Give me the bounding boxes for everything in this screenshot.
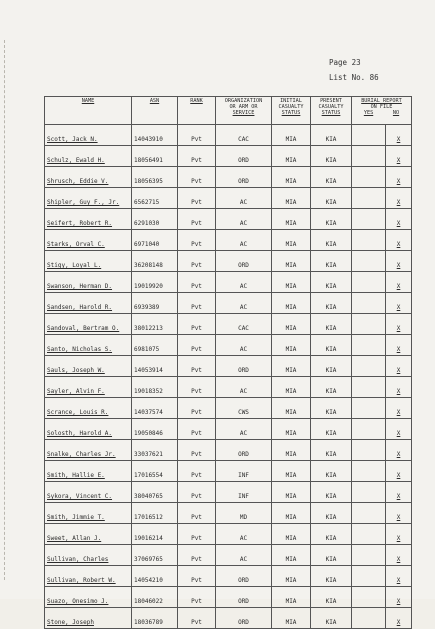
table-row — [45, 461, 412, 482]
table-row — [45, 398, 412, 419]
cell-burial-no: X — [386, 230, 412, 251]
col-header-no: NO — [392, 110, 400, 116]
cell-name: Stigy, Loyal L. — [45, 251, 132, 272]
cell-present-status: KIA — [311, 377, 352, 398]
cell-burial-no: X — [386, 188, 412, 209]
cell-organization: AC — [216, 230, 272, 251]
cell-organization: ORD — [216, 167, 272, 188]
cell-asn: 17016512 — [132, 503, 178, 524]
cell-present-status: KIA — [311, 461, 352, 482]
col-header-organization: ORGANIZATION OR ARM OR SERVICE — [216, 97, 272, 125]
cell-burial-no: X — [386, 461, 412, 482]
cell-asn: 19050846 — [132, 419, 178, 440]
table-row — [45, 587, 412, 608]
cell-burial-yes — [352, 167, 386, 188]
cell-rank: Pvt — [178, 545, 216, 566]
cell-name: Starks, Orval C. — [45, 230, 132, 251]
cell-burial-no: X — [386, 167, 412, 188]
cell-organization: ORD — [216, 566, 272, 587]
cell-organization: CAC — [216, 125, 272, 146]
cell-initial-status: MIA — [272, 335, 311, 356]
cell-name: Suazo, Onesimo J. — [45, 587, 132, 608]
cell-initial-status: MIA — [272, 272, 311, 293]
cell-asn: 37069765 — [132, 545, 178, 566]
cell-initial-status: MIA — [272, 230, 311, 251]
cell-organization: ORD — [216, 587, 272, 608]
col-header-asn: ASN — [132, 97, 178, 125]
cell-name: Solosth, Harold A. — [45, 419, 132, 440]
cell-rank: Pvt — [178, 125, 216, 146]
cell-name: Sullivan, Charles — [45, 545, 132, 566]
cell-rank: Pvt — [178, 419, 216, 440]
cell-initial-status: MIA — [272, 377, 311, 398]
cell-present-status: KIA — [311, 251, 352, 272]
table-row — [45, 356, 412, 377]
cell-rank: Pvt — [178, 482, 216, 503]
cell-organization: MD — [216, 503, 272, 524]
cell-present-status: KIA — [311, 209, 352, 230]
cell-asn: 38040765 — [132, 482, 178, 503]
cell-present-status: KIA — [311, 356, 352, 377]
col-header-name: NAME — [45, 97, 132, 125]
cell-burial-yes — [352, 209, 386, 230]
cell-initial-status: MIA — [272, 188, 311, 209]
cell-initial-status: MIA — [272, 587, 311, 608]
cell-present-status: KIA — [311, 335, 352, 356]
cell-name: Sykora, Vincent C. — [45, 482, 132, 503]
cell-initial-status: MIA — [272, 167, 311, 188]
cell-name: Sweet, Allan J. — [45, 524, 132, 545]
cell-asn: 14054210 — [132, 566, 178, 587]
cell-asn: 6981075 — [132, 335, 178, 356]
cell-asn: 6971040 — [132, 230, 178, 251]
cell-burial-yes — [352, 503, 386, 524]
cell-initial-status: MIA — [272, 461, 311, 482]
cell-rank: Pvt — [178, 335, 216, 356]
cell-rank: Pvt — [178, 356, 216, 377]
cell-name: Santo, Nicholas S. — [45, 335, 132, 356]
cell-name: Sandoval, Bertram O. — [45, 314, 132, 335]
table-row — [45, 608, 412, 629]
cell-present-status: KIA — [311, 293, 352, 314]
cell-present-status: KIA — [311, 314, 352, 335]
col-header-rank: RANK — [178, 97, 216, 125]
cell-organization: AC — [216, 545, 272, 566]
table-row — [45, 293, 412, 314]
cell-rank: Pvt — [178, 209, 216, 230]
cell-asn: 6939389 — [132, 293, 178, 314]
cell-asn: 33037621 — [132, 440, 178, 461]
cell-present-status: KIA — [311, 188, 352, 209]
cell-burial-no: X — [386, 314, 412, 335]
cell-initial-status: MIA — [272, 146, 311, 167]
cell-organization: AC — [216, 335, 272, 356]
table-row — [45, 545, 412, 566]
binder-holes — [4, 40, 7, 580]
cell-initial-status: MIA — [272, 293, 311, 314]
cell-organization: ORD — [216, 146, 272, 167]
cell-burial-yes — [352, 398, 386, 419]
cell-organization: AC — [216, 188, 272, 209]
cell-organization: ORD — [216, 356, 272, 377]
cell-asn: 19018352 — [132, 377, 178, 398]
cell-organization: INF — [216, 482, 272, 503]
cell-burial-yes — [352, 461, 386, 482]
table-row — [45, 419, 412, 440]
cell-asn: 18036789 — [132, 608, 178, 629]
cell-rank: Pvt — [178, 440, 216, 461]
cell-burial-yes — [352, 293, 386, 314]
cell-burial-no: X — [386, 503, 412, 524]
cell-present-status: KIA — [311, 545, 352, 566]
cell-rank: Pvt — [178, 587, 216, 608]
cell-rank: Pvt — [178, 188, 216, 209]
cell-burial-no: X — [386, 356, 412, 377]
cell-asn: 18056491 — [132, 146, 178, 167]
cell-burial-no: X — [386, 398, 412, 419]
table-row — [45, 524, 412, 545]
cell-burial-yes — [352, 188, 386, 209]
cell-present-status: KIA — [311, 419, 352, 440]
cell-burial-yes — [352, 356, 386, 377]
cell-rank: Pvt — [178, 251, 216, 272]
cell-name: Smith, Hallie E. — [45, 461, 132, 482]
table-row — [45, 335, 412, 356]
cell-burial-no: X — [386, 482, 412, 503]
cell-initial-status: MIA — [272, 314, 311, 335]
cell-initial-status: MIA — [272, 398, 311, 419]
cell-asn: 14037574 — [132, 398, 178, 419]
cell-burial-no: X — [386, 440, 412, 461]
cell-present-status: KIA — [311, 125, 352, 146]
cell-asn: 38012213 — [132, 314, 178, 335]
table-row — [45, 440, 412, 461]
cell-rank: Pvt — [178, 293, 216, 314]
cell-burial-yes — [352, 230, 386, 251]
table-row — [45, 503, 412, 524]
cell-rank: Pvt — [178, 398, 216, 419]
cell-present-status: KIA — [311, 503, 352, 524]
cell-rank: Pvt — [178, 146, 216, 167]
cell-name: Sandsen, Harold R. — [45, 293, 132, 314]
cell-rank: Pvt — [178, 461, 216, 482]
cell-rank: Pvt — [178, 314, 216, 335]
list-number: List No. 86 — [329, 73, 379, 82]
cell-present-status: KIA — [311, 272, 352, 293]
cell-rank: Pvt — [178, 230, 216, 251]
page-number: Page 23 — [329, 58, 361, 67]
cell-present-status: KIA — [311, 608, 352, 629]
table-row — [45, 482, 412, 503]
cell-organization: AC — [216, 272, 272, 293]
cell-present-status: KIA — [311, 587, 352, 608]
cell-initial-status: MIA — [272, 440, 311, 461]
col-header-yes: YES — [363, 110, 374, 116]
cell-organization: AC — [216, 419, 272, 440]
cell-burial-yes — [352, 545, 386, 566]
cell-asn: 36208148 — [132, 251, 178, 272]
cell-name: Seifert, Robert R. — [45, 209, 132, 230]
cell-burial-no: X — [386, 419, 412, 440]
casualty-table — [44, 96, 412, 629]
table-row — [45, 251, 412, 272]
cell-asn: 6562715 — [132, 188, 178, 209]
table-row — [45, 377, 412, 398]
cell-initial-status: MIA — [272, 125, 311, 146]
cell-organization: AC — [216, 209, 272, 230]
cell-present-status: KIA — [311, 482, 352, 503]
cell-asn: 19016214 — [132, 524, 178, 545]
col-header-present-status: PRESENT CASUALTY STATUS — [311, 97, 352, 125]
cell-burial-yes — [352, 251, 386, 272]
cell-organization: AC — [216, 293, 272, 314]
cell-present-status: KIA — [311, 146, 352, 167]
cell-name: Scrance, Louis R. — [45, 398, 132, 419]
cell-burial-yes — [352, 524, 386, 545]
cell-burial-yes — [352, 587, 386, 608]
table-row — [45, 230, 412, 251]
cell-burial-no: X — [386, 272, 412, 293]
cell-present-status: KIA — [311, 167, 352, 188]
cell-burial-yes — [352, 377, 386, 398]
cell-asn: 18046022 — [132, 587, 178, 608]
cell-name: Sayler, Alvin F. — [45, 377, 132, 398]
table-row — [45, 125, 412, 146]
table-header-row — [45, 97, 412, 125]
cell-burial-yes — [352, 314, 386, 335]
cell-name: Scott, Jack N. — [45, 125, 132, 146]
cell-organization: ORD — [216, 608, 272, 629]
table-row — [45, 314, 412, 335]
cell-name: Stone, Joseph — [45, 608, 132, 629]
cell-organization: ORD — [216, 440, 272, 461]
cell-name: Smith, Jimmie T. — [45, 503, 132, 524]
cell-initial-status: MIA — [272, 209, 311, 230]
cell-burial-no: X — [386, 608, 412, 629]
table-row — [45, 188, 412, 209]
cell-initial-status: MIA — [272, 608, 311, 629]
table-row — [45, 167, 412, 188]
cell-initial-status: MIA — [272, 524, 311, 545]
cell-organization: CAC — [216, 314, 272, 335]
cell-burial-yes — [352, 440, 386, 461]
cell-initial-status: MIA — [272, 356, 311, 377]
cell-organization: AC — [216, 377, 272, 398]
cell-burial-no: X — [386, 146, 412, 167]
cell-burial-no: X — [386, 251, 412, 272]
cell-present-status: KIA — [311, 566, 352, 587]
cell-burial-no: X — [386, 545, 412, 566]
cell-rank: Pvt — [178, 608, 216, 629]
cell-burial-yes — [352, 125, 386, 146]
cell-present-status: KIA — [311, 524, 352, 545]
cell-organization: CWS — [216, 398, 272, 419]
cell-initial-status: MIA — [272, 419, 311, 440]
cell-name: Swanson, Herman D. — [45, 272, 132, 293]
cell-present-status: KIA — [311, 398, 352, 419]
cell-initial-status: MIA — [272, 251, 311, 272]
cell-burial-yes — [352, 272, 386, 293]
cell-burial-yes — [352, 608, 386, 629]
cell-present-status: KIA — [311, 440, 352, 461]
cell-rank: Pvt — [178, 272, 216, 293]
cell-burial-no: X — [386, 566, 412, 587]
cell-initial-status: MIA — [272, 545, 311, 566]
cell-rank: Pvt — [178, 377, 216, 398]
cell-asn: 19019920 — [132, 272, 178, 293]
cell-organization: ORD — [216, 251, 272, 272]
cell-burial-yes — [352, 419, 386, 440]
cell-initial-status: MIA — [272, 566, 311, 587]
cell-name: Shipler, Guy F., Jr. — [45, 188, 132, 209]
table-row — [45, 566, 412, 587]
cell-rank: Pvt — [178, 566, 216, 587]
table-row — [45, 146, 412, 167]
cell-initial-status: MIA — [272, 503, 311, 524]
cell-present-status: KIA — [311, 230, 352, 251]
cell-name: Shrusch, Eddie V. — [45, 167, 132, 188]
table-row — [45, 209, 412, 230]
cell-organization: AC — [216, 524, 272, 545]
cell-burial-no: X — [386, 209, 412, 230]
cell-asn: 6291030 — [132, 209, 178, 230]
cell-name: Sauls, Joseph W. — [45, 356, 132, 377]
cell-asn: 14043910 — [132, 125, 178, 146]
col-header-initial-status: INITIAL CASUALTY STATUS — [272, 97, 311, 125]
cell-name: Schulz, Ewald H. — [45, 146, 132, 167]
cell-burial-no: X — [386, 587, 412, 608]
cell-name: Snalke, Charles Jr. — [45, 440, 132, 461]
cell-organization: INF — [216, 461, 272, 482]
cell-burial-no: X — [386, 125, 412, 146]
cell-burial-yes — [352, 566, 386, 587]
cell-burial-yes — [352, 146, 386, 167]
table-row — [45, 272, 412, 293]
cell-initial-status: MIA — [272, 482, 311, 503]
cell-asn: 14053914 — [132, 356, 178, 377]
cell-burial-no: X — [386, 524, 412, 545]
cell-name: Sullivan, Robert W. — [45, 566, 132, 587]
cell-burial-yes — [352, 335, 386, 356]
cell-rank: Pvt — [178, 167, 216, 188]
cell-asn: 17016554 — [132, 461, 178, 482]
cell-rank: Pvt — [178, 524, 216, 545]
cell-burial-yes — [352, 482, 386, 503]
cell-rank: Pvt — [178, 503, 216, 524]
cell-burial-no: X — [386, 293, 412, 314]
cell-burial-no: X — [386, 335, 412, 356]
col-header-burial-report: BURIAL REPORT ON FILE YES NO — [352, 97, 412, 125]
cell-asn: 18056395 — [132, 167, 178, 188]
cell-burial-no: X — [386, 377, 412, 398]
